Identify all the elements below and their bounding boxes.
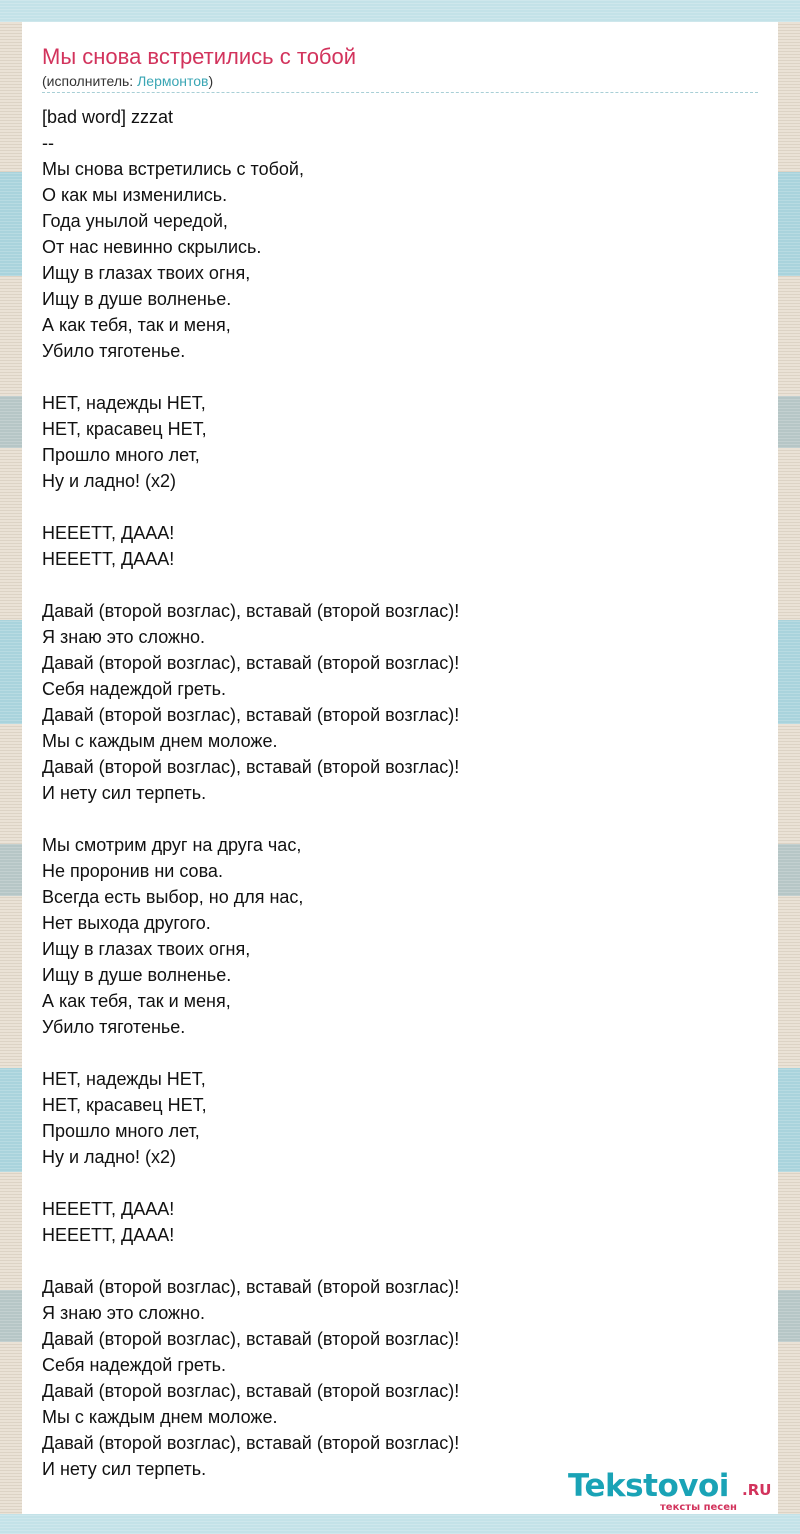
logo-domain: .RU <box>742 1481 772 1499</box>
lyrics-text: [bad word] zzzat -- Мы снова встретились с тобой, О как мы изменились. Года унылой чередой, От нас невинно скрылись. Ищу в глазах твоих огня, Ищу в душе волненье. А как тебя, так и меня, Убило тяготенье. НЕТ, надежды НЕТ, НЕТ, красавец НЕТ, Прошло много лет, Ну и ладно! (x2) НЕЕЕТТ, ДААА! НЕЕЕТТ, ДААА! Давай (второй возглас), вставай (второй возглас)! Я знаю это сложно. Давай (второй возглас), вставай (второй возглас)! Себя надеждой греть. Давай (второй возглас), вставай (второй возглас)! Мы с каждым днем моложе. Давай (второй возглас), вставай (второй возглас)! И нету сил терпеть. Мы смотрим друг на друга час, Не проронив ни сова. Всегда есть выбор, но для нас, Нет выхода другого. Ищу в глазах твоих огня, Ищу в душе волненье. А как тебя, так и меня, Убило тяготенье. НЕТ, надежды НЕТ, НЕТ, красавец НЕТ, Прошло много лет, Ну и ладно! (x2) НЕЕЕТТ, ДААА! НЕЕЕТТ, ДААА! Давай (второй возглас), вставай (второй возглас)! Я знаю это сложно. Давай (второй возглас), вставай (второй возглас)! Себя надеждой греть. Давай (второй возглас), вставай (второй возглас)! Мы с каждым днем моложе. Давай (второй возглас), вставай (второй возглас)! И нету сил терпеть. <box>42 107 460 1479</box>
song-title: Мы снова встретились с тобой <box>42 44 357 69</box>
artist-suffix: ) <box>208 73 214 89</box>
artist-link[interactable]: Лермонтов <box>137 73 209 89</box>
logo-wordmark: Tekstovoi <box>568 1468 729 1504</box>
title-divider <box>42 92 758 93</box>
artist-prefix: (исполнитель: <box>42 73 138 89</box>
logo-tagline: тексты песен <box>660 1502 737 1513</box>
tekstovoi-logo[interactable] <box>568 1468 778 1512</box>
lyrics-card <box>22 22 778 1514</box>
artist-line <box>42 72 213 90</box>
